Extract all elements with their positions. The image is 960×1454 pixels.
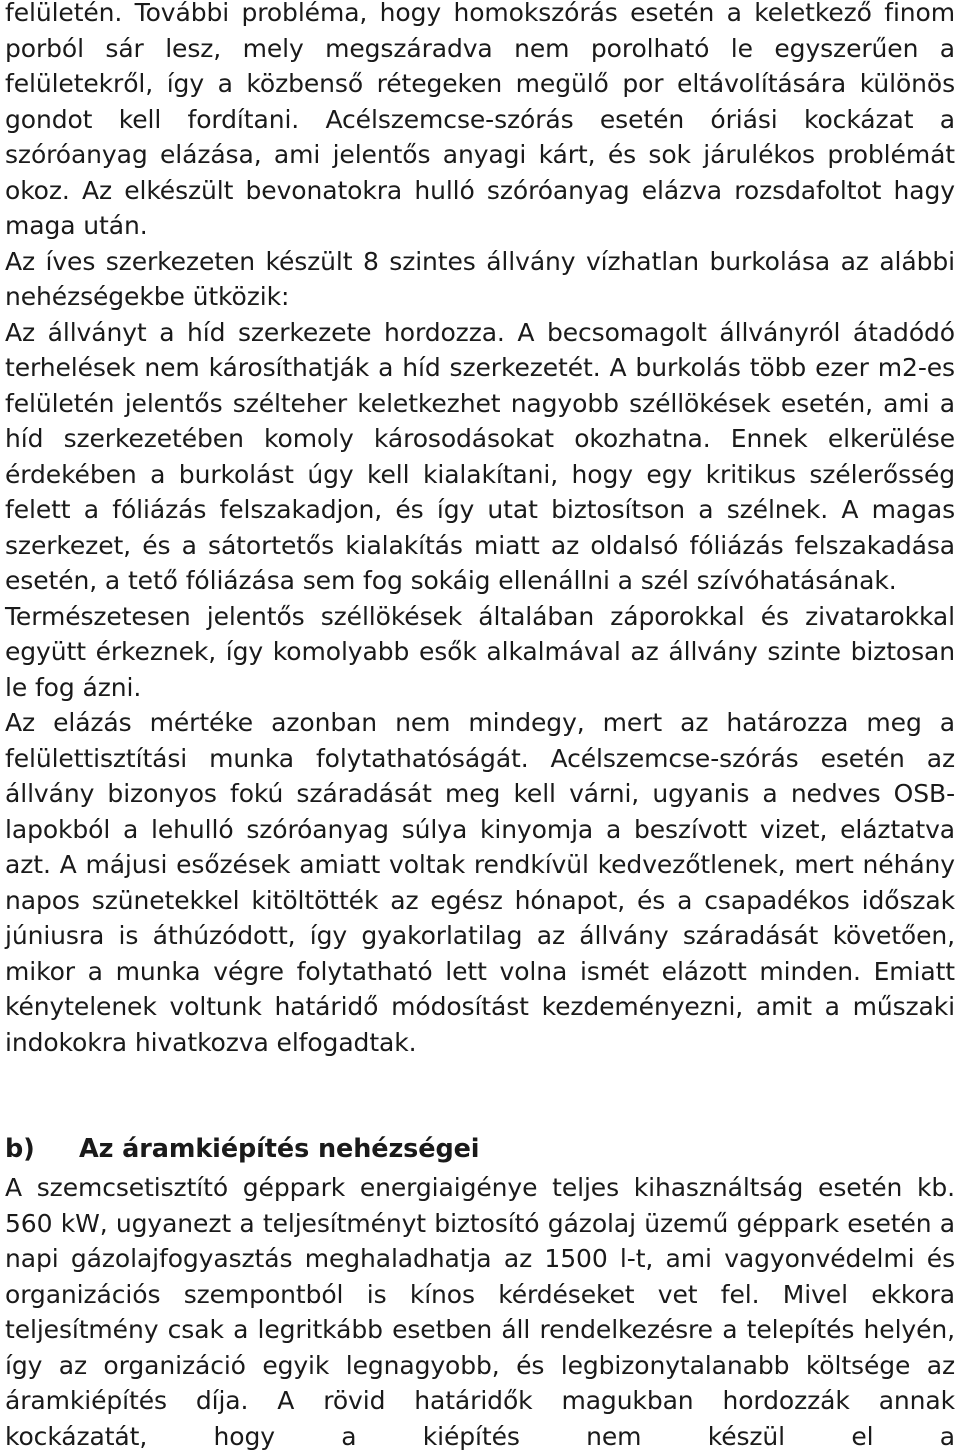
body-text-lower bbox=[5, 1170, 955, 1454]
section-title: Az áramkiépítés nehézségei bbox=[79, 1134, 480, 1164]
paragraph-wind-gusts: Természetesen jelentős széllökések általában záporokkal és zivatarokkal együtt érkeznek, így komolyabb esők alkalmával az állvány szinte biztosan le fog ázni. bbox=[5, 601, 955, 702]
paragraph-soaking: Az elázás mértéke azonban nem mindegy, mert az határozza meg a felülettisztítási munka folytathatóságát. Acélszemcse-szórás esetén az állvány bizonyos fokú száradását meg kell várni, ugyanis a nedves OSB-lapokból a lehulló szóróanyag súlya kinyomja a beszívott vizet, eláztatva azt. A májusi esőzések amiatt voltak rendkívül kedvezőtlenek, mert néhány napos szünetekkel kitöltötték az egész hónapot, és a csapadékos időszak júniusra is áthúzódott, így gyakorlatilag az állvány száradását követően, mikor a munka végre folytatható lett volna ismét elázott minden. Emiatt kénytelenek voltunk határidő módosítást kezdeményezni, amit a műszaki indokokra hivatkozva elfogadtak. bbox=[5, 708, 955, 1057]
paragraph-blasting-problems: felületén. További probléma, hogy homokszórás esetén a keletkező finom porból sár lesz, mely megszáradva nem porolható le egyszerűen a felületekről, így a közbenső rétegeken megülő por eltávolítására különös gondot kell fordítani. Acélszemcse-szórás esetén óriási kockázat a szóróanyag elázása, ami jelentős anyagi kárt, és sok járulékos problémát okoz. Az elkészült bevonatokra hulló szóróanyag elázva rozsdafoltot hagy maga után. bbox=[5, 0, 955, 240]
body-text-upper bbox=[5, 0, 955, 1060]
section-number: b) bbox=[5, 1134, 35, 1164]
paragraph-scaffold-intro: Az íves szerkezeten készült 8 szintes állvány vízhatlan burkolása az alábbi nehézségekbe ütközik: bbox=[5, 246, 955, 311]
section-heading bbox=[5, 1130, 955, 1168]
paragraph-power-supply: A szemcsetisztító géppark energiaigénye teljes kihasználtság esetén kb. 560 kW, ugyanezt a teljesítményt biztosító gázolaj üzemű géppark esetén a napi gázolajfogyasztás meghaladhatja az 1500 l-t, ami vagyonvédelmi és organizációs szempontból is kínos kérdéseket vet fel. Mivel ekkora teljesítmény csak a legritkább esetben áll rendelkezésre a telepítés helyén, így az organizáció egyik legnagyobb, és legbizonytalanabb költsége az áramkiépítés díja. A rövid határidők magukban hordozzák annak kockázatát, hogy a kiépítés nem készül el a bbox=[5, 1173, 955, 1451]
paragraph-scaffold-load: Az állványt a híd szerkezete hordozza. A becsomagolt állványról átadódó terhelések nem károsíthatják a híd szerkezetét. A burkolás több ezer m2-es felületén jelentős szélteher keletkezhet nagyobb széllökések esetén, ami a híd szerkezetében komoly károsodásokat okozhatna. Ennek elkerülése érdekében a burkolást úgy kell kialakítani, hogy egy kritikus szélerősség felett a fóliázás felszakadjon, és így utat biztosítson a szélnek. A magas szerkezet, és a sátortetős kialakítás miatt az oldalsó fóliázás felszakadása esetén, a tető fóliázása sem fog sokáig ellenállni a szél szívóhatásának. bbox=[5, 317, 955, 595]
